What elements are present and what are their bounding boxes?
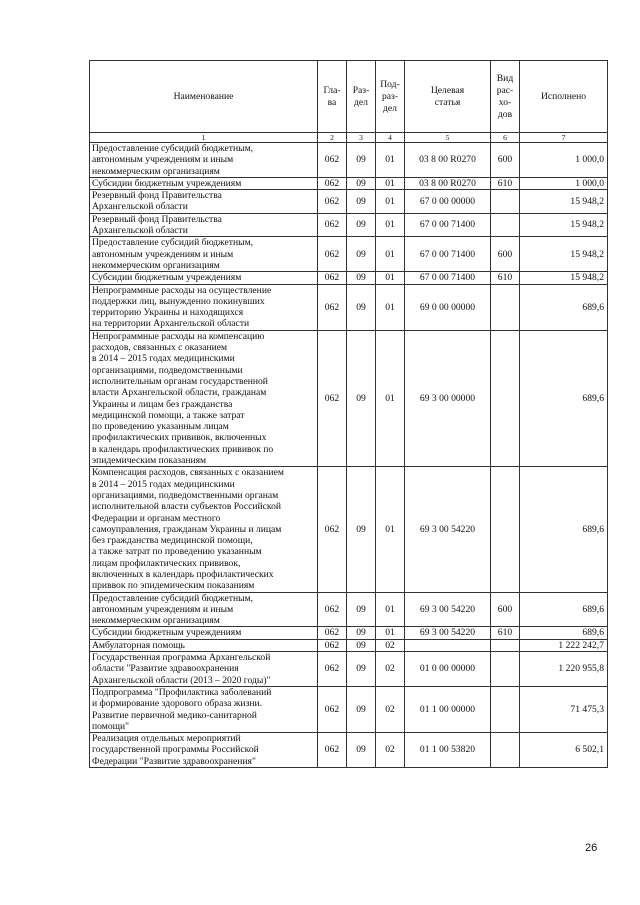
row-subsection: 01 [376,330,405,467]
row-target-article: 67 0 00 71400 [405,237,491,272]
row-name: Резервный фонд Правительства Архангельской области [90,190,318,214]
row-chapter: 062 [318,213,347,237]
row-chapter: 062 [318,592,347,627]
row-target-article: 69 3 00 54220 [405,627,491,639]
table-row [90,733,608,768]
row-expense-type [491,686,520,732]
row-section: 09 [347,652,376,687]
row-chapter: 062 [318,652,347,687]
column-number: 1 [90,133,318,143]
row-name: Предоставление субсидий бюджетным, автономным учреждениям и иным некоммерческим организациям [90,237,318,272]
row-executed: 689,6 [520,467,608,592]
header-chapter: Гла- ва [318,61,347,133]
row-subsection: 01 [376,467,405,592]
column-number: 7 [520,133,608,143]
row-chapter: 062 [318,686,347,732]
header-section: Раз- дел [347,61,376,133]
row-subsection: 02 [376,639,405,651]
table-row [90,330,608,467]
header-target-article: Целевая статья [405,61,491,133]
row-chapter: 062 [318,177,347,189]
row-section: 09 [347,686,376,732]
row-name: Амбулаторная помощь [90,639,318,651]
row-name: Подпрограмма "Профилактика заболеваний и формирование здорового образа жизни. Развитие первичной медико-санитарной помощи" [90,686,318,732]
column-number: 6 [491,133,520,143]
column-number: 2 [318,133,347,143]
row-target-article: 01 0 00 00000 [405,652,491,687]
row-subsection: 02 [376,733,405,768]
row-subsection: 01 [376,177,405,189]
column-number: 3 [347,133,376,143]
table-row [90,177,608,189]
row-section: 09 [347,467,376,592]
row-section: 09 [347,143,376,178]
row-section: 09 [347,592,376,627]
row-name: Резервный фонд Правительства Архангельской области [90,213,318,237]
row-executed: 1 000,0 [520,177,608,189]
row-expense-type [491,190,520,214]
row-chapter: 062 [318,272,347,284]
row-executed: 15 948,2 [520,272,608,284]
row-expense-type: 610 [491,177,520,189]
row-chapter: 062 [318,733,347,768]
row-subsection: 02 [376,652,405,687]
row-executed: 689,6 [520,284,608,330]
row-target-article: 67 0 00 00000 [405,190,491,214]
page-number: 26 [585,842,598,854]
table-row [90,143,608,178]
row-section: 09 [347,284,376,330]
row-executed: 6 502,1 [520,733,608,768]
row-executed: 15 948,2 [520,190,608,214]
row-executed: 1 222 242,7 [520,639,608,651]
header-subsection: Под- раз- дел [376,61,405,133]
row-chapter: 062 [318,639,347,651]
row-executed: 15 948,2 [520,237,608,272]
row-expense-type [491,213,520,237]
row-target-article: 69 3 00 54220 [405,592,491,627]
header-executed: Исполнено [520,61,608,133]
column-number: 4 [376,133,405,143]
row-target-article: 01 1 00 53820 [405,733,491,768]
row-expense-type [491,284,520,330]
row-subsection: 01 [376,213,405,237]
row-expense-type [491,733,520,768]
header-name: Наименование [90,61,318,133]
row-section: 09 [347,330,376,467]
row-subsection: 01 [376,143,405,178]
table-row [90,639,608,651]
row-section: 09 [347,237,376,272]
row-target-article: 69 3 00 54220 [405,467,491,592]
row-section: 09 [347,639,376,651]
row-executed: 689,6 [520,627,608,639]
row-executed: 689,6 [520,592,608,627]
header-expense-type: Вид рас- хо- дов [491,61,520,133]
row-expense-type [491,652,520,687]
table-row [90,213,608,237]
row-section: 09 [347,627,376,639]
row-executed: 689,6 [520,330,608,467]
column-number: 5 [405,133,491,143]
table-row [90,627,608,639]
row-target-article [405,639,491,651]
table-row [90,686,608,732]
row-subsection: 02 [376,686,405,732]
row-section: 09 [347,272,376,284]
row-chapter: 062 [318,190,347,214]
row-name: Компенсация расходов, связанных с оказанием в 2014 – 2015 годах медицинскими организациями, подведомственными органам исполнительной власти субъектов Российской Федерации и органам местного самоуправления, гражданам Украины и лицам без гражданства медицинской помощи, а также затрат по проведению указанным лицам профилактических прививок, включенных в календарь профилактических приввок по эпидемическим показаниям [90,467,318,592]
row-target-article: 69 0 00 00000 [405,284,491,330]
row-executed: 1 220 955,8 [520,652,608,687]
row-target-article: 01 1 00 00000 [405,686,491,732]
row-executed: 15 948,2 [520,213,608,237]
row-subsection: 01 [376,272,405,284]
row-name: Субсидии бюджетным учреждениям [90,272,318,284]
row-name: Непрограммные расходы на осуществление поддержки лиц, вынужденно покинувших территорию Украины и находящихся на территории Архангельской области [90,284,318,330]
row-chapter: 062 [318,330,347,467]
row-name: Субсидии бюджетным учреждениям [90,177,318,189]
row-name: Предоставление субсидий бюджетным, автономным учреждениям и иным некоммерческим организациям [90,592,318,627]
row-name: Государственная программа Архангельской области "Развитие здравоохранения Архангельской области (2013 – 2020 годы)" [90,652,318,687]
table-row [90,284,608,330]
row-chapter: 062 [318,237,347,272]
row-section: 09 [347,733,376,768]
row-section: 09 [347,177,376,189]
row-executed: 1 000,0 [520,143,608,178]
row-subsection: 01 [376,190,405,214]
row-chapter: 062 [318,467,347,592]
table-row [90,272,608,284]
row-name: Предоставление субсидий бюджетным, автономным учреждениям и иным некоммерческим организациям [90,143,318,178]
row-chapter: 062 [318,143,347,178]
row-executed: 71 475,3 [520,686,608,732]
table-row [90,467,608,592]
row-expense-type: 600 [491,237,520,272]
row-expense-type [491,467,520,592]
header-row [90,61,608,133]
table-row [90,652,608,687]
row-name: Реализация отдельных мероприятий государственной программы Российской Федерации "Развитие здравоохранения" [90,733,318,768]
row-subsection: 01 [376,284,405,330]
row-chapter: 062 [318,627,347,639]
row-expense-type [491,639,520,651]
row-name: Непрограммные расходы на компенсацию расходов, связанных с оказанием в 2014 – 2015 годах медицинскими организациями, подведомственными исполнительным органам государственной власти Архангельской области, гражданам Украины и лицам без гражданства медицинской помощи, а также затрат по проведению указанным лицам профилактических прививок, включенных в календарь профилактических прививок по эпидемическим показаниям [90,330,318,467]
table-row [90,190,608,214]
row-target-article: 03 8 00 R0270 [405,143,491,178]
table-row [90,237,608,272]
row-target-article: 69 3 00 00000 [405,330,491,467]
row-expense-type: 610 [491,272,520,284]
row-subsection: 01 [376,627,405,639]
row-target-article: 67 0 00 71400 [405,213,491,237]
budget-table [89,60,608,768]
row-section: 09 [347,190,376,214]
row-expense-type: 610 [491,627,520,639]
row-chapter: 062 [318,284,347,330]
row-subsection: 01 [376,592,405,627]
row-section: 09 [347,213,376,237]
row-subsection: 01 [376,237,405,272]
row-name: Субсидии бюджетным учреждениям [90,627,318,639]
row-expense-type: 600 [491,592,520,627]
row-target-article: 03 8 00 R0270 [405,177,491,189]
column-number-row [90,133,608,143]
row-target-article: 67 0 00 71400 [405,272,491,284]
table-row [90,592,608,627]
row-expense-type: 600 [491,143,520,178]
row-expense-type [491,330,520,467]
